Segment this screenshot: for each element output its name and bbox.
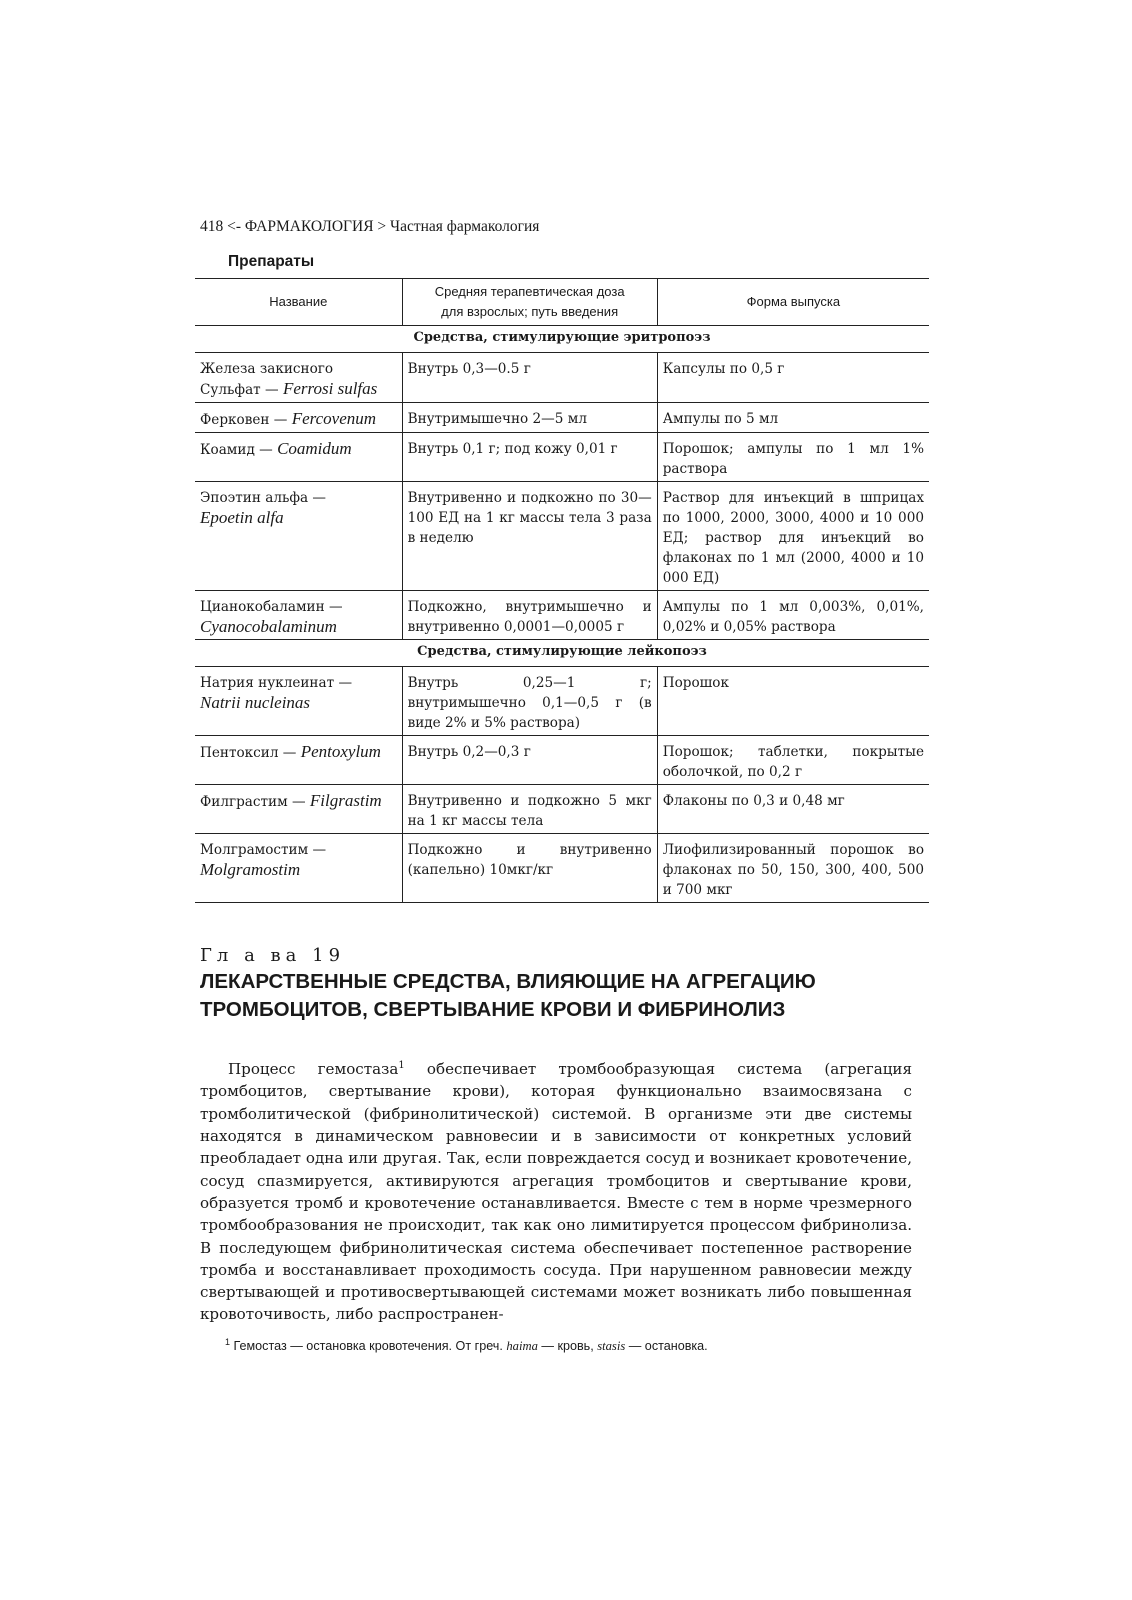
dose-cell: Подкожно, внутримышечно и внутривенно 0,0001—0,0005 г <box>402 591 657 640</box>
table-row <box>195 667 929 736</box>
table-row <box>195 353 929 403</box>
drug-name-cell <box>195 353 402 403</box>
table-row <box>195 785 929 834</box>
table-header-row <box>195 279 929 326</box>
form-cell: Капсулы по 0,5 г <box>657 353 929 403</box>
chapter-title <box>200 968 920 1024</box>
footnote-term-2: stasis <box>597 1339 626 1354</box>
drug-name-lat: Molgramostim <box>200 860 301 879</box>
drug-name-lat: Cyanocobalaminum <box>200 617 337 636</box>
form-cell: Ампулы по 1 мл 0,003%, 0,01%, 0,02% и 0,05% раствора <box>657 591 929 640</box>
footnote-text-3: — остановка. <box>625 1339 708 1354</box>
form-cell: Раствор для инъекций в шприцах по 1000, 2000, 3000, 4000 и 10 000 ЕД; раствор для инъекций во флаконах по 1 мл (2000, 4000 и 10 000 ЕД) <box>657 482 929 591</box>
drug-name-cell <box>195 403 402 433</box>
table-title: Препараты <box>228 253 315 270</box>
drugs-table <box>195 278 929 903</box>
chapter-title-line1: ЛЕКАРСТВЕННЫЕ СРЕДСТВА, ВЛИЯЮЩИЕ НА АГРЕГАЦИЮ <box>200 970 816 993</box>
drug-name-ru: Пентоксил — <box>200 745 297 761</box>
footnote-ref: 1 <box>398 1060 405 1072</box>
drug-name-cell <box>195 667 402 736</box>
dose-cell: Внутрь 0,25—1 г; внутримышечно 0,1—0,5 г (в виде 2% и 5% раствора) <box>402 667 657 736</box>
section-row <box>195 640 929 667</box>
drug-name-cell <box>195 433 402 482</box>
table-row <box>195 433 929 482</box>
drug-name-ru: Ферковен — <box>200 412 288 428</box>
column-header-dose-line2: для взрослых; путь введения <box>441 304 619 319</box>
table-row <box>195 591 929 640</box>
drug-name-ru: Эпоэтин альфа — <box>200 490 327 506</box>
dose-cell: Подкожно и внутривенно (капельно) 10мкг/кг <box>402 834 657 903</box>
drug-name-cell <box>195 834 402 903</box>
column-header-name: Название <box>195 279 402 326</box>
footnote <box>225 1337 708 1354</box>
paragraph-rest: обеспечивает тромбообразующая система (агрегация тромбоцитов, свертывание крови), которая функционально взаимосвязана с тромболитической (фибринолитической) системой. В организме эти две системы находятся в динамическом равновесии и в зависимости от конкретных условий преобладает одна или другая. Так, если повреждается сосуд и возникает кровотечение, сосуд спазмируется, активируются агрегация тромбоцитов и свертывание крови, образуется тромб и кровотечение останавливается. Вместе с тем в норме чрезмерного тромбообразования не происходит, так как оно лимитируется процессом фибринолиза. В последующем фибринолитическая система обеспечивает постепенное растворение тромба и восстанавливает проходимость сосуда. При нарушенном равновесии между свертывающей и противосвертывающей системами может возникать либо повышенная кровоточивость, либо распространен- <box>200 1060 912 1324</box>
dose-cell: Внутривенно и подкожно по 30—100 ЕД на 1 кг массы тела 3 раза в неделю <box>402 482 657 591</box>
drug-name-lat: Ferrosi sulfas <box>282 379 378 398</box>
table-row <box>195 736 929 785</box>
drug-name-lat: Pentoxylum <box>300 742 381 761</box>
section-row <box>195 326 929 353</box>
drug-name-ru: Натрия нуклеинат — <box>200 675 353 691</box>
drug-name-cell <box>195 482 402 591</box>
dose-cell: Внутрь 0,2—0,3 г <box>402 736 657 785</box>
drug-name-lat: Epoetin alfa <box>200 508 284 527</box>
drug-name-lat: Filgrastim <box>309 791 382 810</box>
drug-name-ru: Коамид — <box>200 442 273 458</box>
footnote-text-2: — кровь, <box>537 1339 598 1354</box>
section-title: Средства, стимулирующие лейкопоэз <box>195 640 929 667</box>
column-header-dose <box>402 279 657 326</box>
chapter-title-line2: ТРОМБОЦИТОВ, СВЕРТЫВАНИЕ КРОВИ И ФИБРИНОЛИЗ <box>200 998 786 1021</box>
footnote-mark: 1 <box>225 1337 231 1347</box>
form-cell: Ампулы по 5 мл <box>657 403 929 433</box>
drug-name-cell <box>195 736 402 785</box>
drug-name-lat: Fercovenum <box>291 409 377 428</box>
footnote-term-1: haima <box>506 1339 538 1354</box>
form-cell: Порошок; ампулы по 1 мл 1% раствора <box>657 433 929 482</box>
body-paragraph <box>200 1055 912 1326</box>
dose-cell: Внутрь 0,3—0.5 г <box>402 353 657 403</box>
drug-name-lat: Coamidum <box>277 439 352 458</box>
table-row <box>195 482 929 591</box>
drug-name-cell <box>195 785 402 834</box>
drug-name-ru: Железа закисного Сульфат — <box>200 361 334 398</box>
dose-cell: Внутрь 0,1 г; под кожу 0,01 г <box>402 433 657 482</box>
column-header-form: Форма выпуска <box>657 279 929 326</box>
dose-cell: Внутривенно и подкожно 5 мкг на 1 кг массы тела <box>402 785 657 834</box>
section-title: Средства, стимулирующие эритропоэз <box>195 326 929 353</box>
form-cell: Флаконы по 0,3 и 0,48 мг <box>657 785 929 834</box>
form-cell: Порошок; таблетки, покрытые оболочкой, по 0,2 г <box>657 736 929 785</box>
drug-name-cell <box>195 591 402 640</box>
dose-cell: Внутримышечно 2—5 мл <box>402 403 657 433</box>
form-cell: Лиофилизированный порошок во флаконах по 50, 150, 300, 400, 500 и 700 мкг <box>657 834 929 903</box>
footnote-text-1: Гемостаз — остановка кровотечения. От греч. <box>230 1339 507 1354</box>
paragraph-start: Процесс гемостаза <box>228 1060 399 1079</box>
drug-name-ru: Цианокобаламин — <box>200 599 343 615</box>
drug-name-lat: Natrii nucleinas <box>200 693 311 712</box>
drug-name-ru: Филграстим — <box>200 794 306 810</box>
running-head: 418 <- ФАРМАКОЛОГИЯ > Частная фармакология <box>200 218 540 235</box>
drug-name-ru: Молграмостим — <box>200 842 327 858</box>
column-header-dose-line1: Средняя терапевтическая доза <box>434 284 625 299</box>
chapter-label: Гл а ва 19 <box>200 945 346 966</box>
table-row <box>195 403 929 433</box>
table-row <box>195 834 929 903</box>
form-cell: Порошок <box>657 667 929 736</box>
